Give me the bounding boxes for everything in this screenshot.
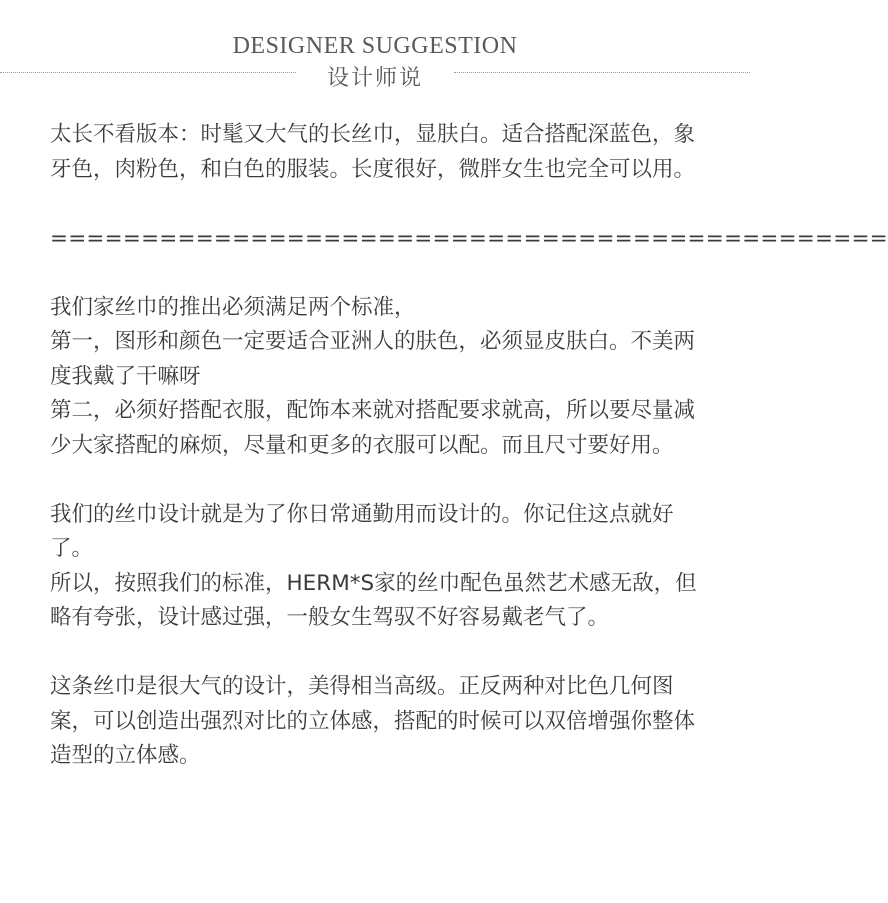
standard-one: 第一，图形和颜色一定要适合亚洲人的肤色，必须显皮肤白。不美两度我戴了干嘛呀 [50,329,696,389]
section-header [0,0,750,100]
spacer [50,636,710,671]
comparison-paragraph: 所以，按照我们的标准，HERM*S家的丝巾配色虽然艺术感无敌，但略有夸张，设计感过强，一般女生驾驭不好容易戴老气了。 [50,570,697,630]
standards-intro: 我们家丝巾的推出必须满足两个标准， [50,294,416,320]
summary-paragraph: 太长不看版本：时髦又大气的长丝巾，显肤白。适合搭配深蓝色，象牙色，肉粉色，和白色的服装。长度很好，微胖女生也完全可以用。 [50,122,696,182]
spacer [50,187,710,222]
section-subtitle: 设计师说 [326,66,423,91]
text-divider: ============================================== [50,225,888,251]
scarf-description-paragraph: 这条丝巾是很大气的设计，美得相当高级。正反两种对比色几何图案，可以创造出强烈对比的立体感，搭配的时候可以双倍增强你整体造型的立体感。 [50,674,696,768]
spacer [50,463,710,498]
header-divider-right [454,72,750,73]
section-title: DESIGNER SUGGESTION [232,33,518,59]
design-purpose-paragraph: 我们的丝巾设计就是为了你日常通勤用而设计的。你记住这点就好了。 [50,501,674,561]
article-body [50,118,888,774]
standard-two: 第二，必须好搭配衣服，配饰本来就对搭配要求就高，所以要尽量减少大家搭配的麻烦，尽量和更多的衣服可以配。而且尺寸要好用。 [50,398,696,458]
spacer [50,256,710,291]
